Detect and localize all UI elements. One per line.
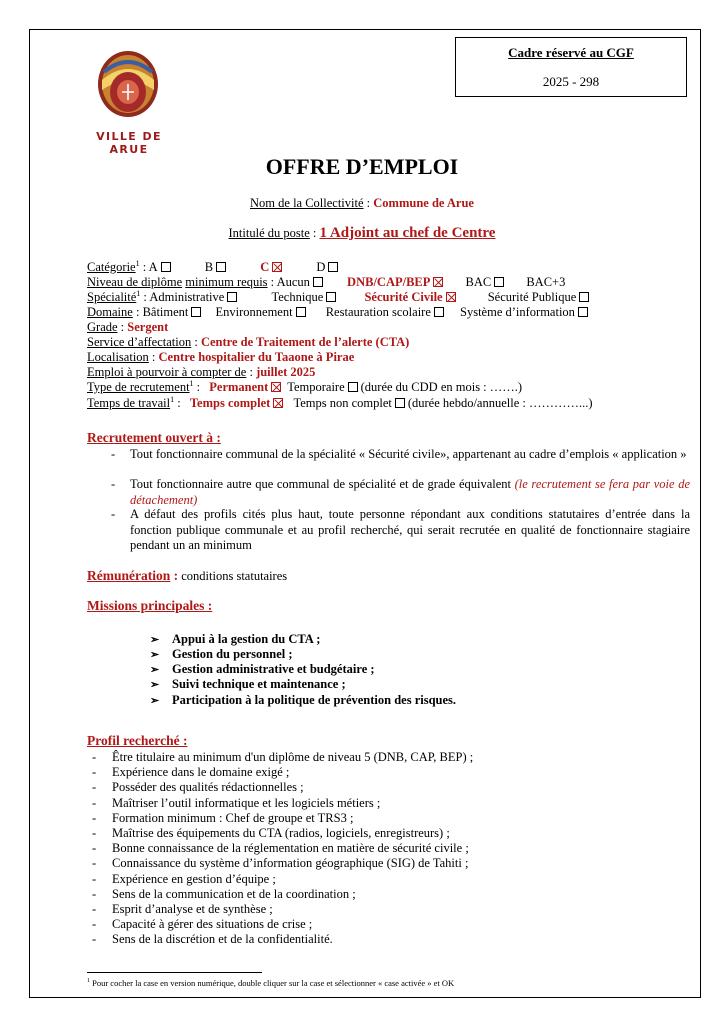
poste-line: Intitulé du poste : 1 Adjoint au chef de Centre <box>228 225 496 241</box>
recrutement-item-2-extra: (le recrutement se fera par voie de détachement) <box>130 477 690 507</box>
service-value: Centre de Traitement de l’alerte (CTA) <box>200 335 410 349</box>
localisation-line: Localisation : Centre hospitalier du Taaone à Pirae <box>87 350 355 364</box>
specialite-secu-civile-checkbox[interactable] <box>446 292 456 302</box>
localisation-label: Localisation <box>87 350 149 364</box>
temps-complet-checkbox[interactable] <box>273 398 283 408</box>
footnote-ref: 1 <box>136 289 141 298</box>
recrutement-ouvert-title: Recrutement ouvert à : <box>87 430 221 445</box>
mission-item-text: Suivi technique et maintenance ; <box>172 677 346 691</box>
diplome-bac3-label: BAC+3 <box>526 275 566 289</box>
missions-title: Missions principales : <box>87 598 213 613</box>
categorie-c-label: C <box>260 260 270 274</box>
specialite-secu-publique-label: Sécurité Publique <box>487 290 577 304</box>
profil-item: - Maîtrise des équipements du CTA (radios, logiciels, enregistreurs) ; <box>92 826 450 840</box>
temps-label: Temps de travail <box>87 396 171 410</box>
footnote-ref: 1 <box>170 395 175 404</box>
mission-item <box>150 647 293 662</box>
remuneration-value: conditions statutaires <box>181 569 288 583</box>
specialite-secu-publique-checkbox[interactable] <box>579 292 589 302</box>
profil-item: - Être titulaire au minimum d'un diplôme de niveau 5 (DNB, CAP, BEP) ; <box>92 750 474 764</box>
profil-item-text: Sens de la communication et de la coordination ; <box>112 886 356 901</box>
temps-complet-label: Temps complet <box>189 396 271 410</box>
profil-item: - Bonne connaissance de la réglementation en matière de sécurité civile ; <box>92 841 469 856</box>
emploi-line: Emploi à pourvoir à compter de : juillet 2025 <box>87 365 316 379</box>
footnote-text: Pour cocher la case en version numérique, double cliquer sur la case et sélectionner « case activée » et OK <box>92 978 455 988</box>
domaine-batiment-label: Bâtiment <box>142 305 189 319</box>
mission-item-text: Gestion du personnel ; <box>172 647 293 661</box>
specialite-admin-label: Administrative <box>149 290 225 304</box>
profil-item: - Sens de la communication et de la coordination ; <box>92 886 356 901</box>
diplome-aucun-label: Aucun <box>276 275 310 289</box>
ville-de-arue-logo <box>96 50 160 118</box>
mission-item-text: Participation à la politique de prévention des risques. <box>172 693 457 707</box>
profil-item-text: Capacité à gérer des situations de crise ; <box>112 917 313 932</box>
logo-text: VILLE DE ARUE <box>96 130 162 156</box>
poste-value: 1 Adjoint au chef de Centre <box>319 225 496 241</box>
profil-item-text: Expérience en gestion d’équipe ; <box>112 871 276 886</box>
categorie-a-label: A <box>148 260 158 274</box>
profil-item-text: Maîtriser l’outil informatique et les logiciels métiers ; <box>112 795 381 810</box>
categorie-a-checkbox[interactable] <box>161 262 171 272</box>
domaine-resto-label: Restauration scolaire <box>325 305 431 319</box>
categorie-line: Catégorie$^1$ : A B C D <box>87 260 341 275</box>
emploi-value: juillet 2025 <box>256 365 316 379</box>
recrutement-label: Type de recrutement <box>87 380 190 394</box>
mission-item <box>150 662 375 677</box>
profil-item: - Esprit d’analyse et de synthèse ; <box>92 902 273 916</box>
profil-item: - Posséder des qualités rédactionnelles ; <box>92 780 304 795</box>
arrow-bullet-icon: ➢ <box>150 634 160 646</box>
mission-item <box>150 693 456 708</box>
recrutement-item-2: - Tout fonctionnaire autre que communal de spécialité et de grade équivalent (le recrutement se fera par voie de détachement) <box>111 477 690 507</box>
mission-item-text: Appui à la gestion du CTA ; <box>172 632 321 646</box>
profil-item: - Sens de la discrétion et de la confidentialité. <box>92 932 333 947</box>
specialite-tech-checkbox[interactable] <box>326 292 336 302</box>
collectivite-value: Commune de Arue <box>373 196 474 210</box>
arrow-bullet-icon: ➢ <box>150 679 160 691</box>
grade-line: Grade : Sergent <box>87 320 169 334</box>
cgf-box <box>455 37 687 97</box>
mission-item-text: Gestion administrative et budgétaire ; <box>172 662 375 676</box>
profil-item-text: Expérience dans le domaine exigé ; <box>112 765 290 780</box>
remuneration-title: Rémunération <box>87 568 171 583</box>
footnote-ref: 1 <box>189 379 194 388</box>
grade-label: Grade <box>87 320 118 334</box>
cgf-number: 2025 - 298 <box>542 74 600 89</box>
domaine-batiment-checkbox[interactable] <box>191 307 201 317</box>
remuneration-line: Rémunération : conditions statutaires <box>87 568 288 583</box>
profil-item-text: Maîtrise des équipements du CTA (radios, logiciels, enregistreurs) ; <box>112 826 450 840</box>
emploi-label: Emploi à pourvoir à compter de <box>87 365 247 379</box>
service-label: Service d’affectation <box>87 335 192 349</box>
recrutement-item-3: - A défaut des profils cités plus haut, toute personne répondant aux conditions statutaires d’entrée dans la fonction publique communale et au profil recherché, qui serait recrutée en qualité de fonctionnaire stagiaire pendant un an minimum <box>111 507 690 552</box>
recrutement-temporaire-checkbox[interactable] <box>348 382 358 392</box>
recrutement-permanent-checkbox[interactable] <box>271 382 281 392</box>
service-line: Service d’affectation : Centre de Traitement de l’alerte (CTA) <box>87 335 410 349</box>
specialite-admin-checkbox[interactable] <box>227 292 237 302</box>
categorie-b-checkbox[interactable] <box>216 262 226 272</box>
recrutement-line: Type de recrutement$^1$ : Permanent Temporaire (durée du CDD en mois : …….) <box>87 379 523 394</box>
profil-item: - Connaissance du système d’information géographique (SIG) de Tahiti ; <box>92 856 469 871</box>
arrow-bullet-icon: ➢ <box>150 695 160 707</box>
recrutement-note: (durée du CDD en mois : …….) <box>360 380 523 394</box>
profil-item-text: Être titulaire au minimum d'un diplôme de niveau 5 (DNB, CAP, BEP) ; <box>112 750 474 764</box>
categorie-b-label: B <box>204 260 214 274</box>
domaine-env-label: Environnement <box>215 305 293 319</box>
recrutement-permanent-label: Permanent <box>209 380 269 394</box>
profil-item-text: Esprit d’analyse et de synthèse ; <box>112 902 273 916</box>
diplome-aucun-checkbox[interactable] <box>313 277 323 287</box>
specialite-line: Spécialité$^1$ : Administrative Technique Sécurité Civile Sécurité Publique <box>87 290 592 305</box>
profil-item-text: Connaissance du système d’information géographique (SIG) de Tahiti ; <box>112 856 469 871</box>
footnote-divider <box>87 972 262 973</box>
diplome-dnb-label: DNB/CAP/BEP <box>347 275 431 289</box>
diplome-bac-checkbox[interactable] <box>494 277 504 287</box>
categorie-d-checkbox[interactable] <box>328 262 338 272</box>
localisation-value: Centre hospitalier du Taaone à Pirae <box>158 350 355 364</box>
footnote <box>87 978 454 988</box>
recrutement-item-3-text: A défaut des profils cités plus haut, toute personne répondant aux conditions statutaires d’entrée dans la fonction publique communale et au profil recherché, qui serait recrutée en qualité de fonctionnaire stagiaire pendant un an minimum <box>130 507 690 552</box>
categorie-c-checkbox[interactable] <box>272 262 282 272</box>
grade-value: Sergent <box>127 320 169 334</box>
diplome-dnb-checkbox[interactable] <box>433 277 443 287</box>
specialite-secu-civile-label: Sécurité Civile <box>364 290 443 304</box>
footnote-num: 1 <box>87 978 90 984</box>
temps-line: Temps de travail$^1$ : Temps complet Temps non complet (durée hebdo/annuelle : …………...) <box>87 395 593 410</box>
collectivite-label: Nom de la Collectivité <box>250 196 364 210</box>
profil-item-text: Sens de la discrétion et de la confidentialité. <box>112 932 333 947</box>
diplome-bac-label: BAC <box>465 275 492 289</box>
recrutement-item-1: - Tout fonctionnaire communal de la spécialité « Sécurité civile», appartenant au cadre d’emplois « application » <box>111 447 687 461</box>
recrutement-item-1-text: Tout fonctionnaire communal de la spécialité « Sécurité civile», appartenant au cadre d’emplois « application » <box>130 447 687 461</box>
mission-item <box>150 632 320 647</box>
specialite-tech-label: Technique <box>271 290 324 304</box>
profil-item-text: Posséder des qualités rédactionnelles ; <box>112 780 304 795</box>
diplome-line: Niveau de diplôme minimum requis : Aucun DNB/CAP/BEP BAC BAC+3 <box>87 275 566 289</box>
profil-item: - Formation minimum : Chef de groupe et TRS3 ; <box>92 810 354 825</box>
profil-item: - Maîtriser l’outil informatique et les logiciels métiers ; <box>92 795 381 810</box>
collectivite-line: Nom de la Collectivité : Commune de Arue <box>250 196 474 210</box>
recrutement-item-2-text: Tout fonctionnaire autre que communal de spécialité et de grade équivalent <box>130 477 515 491</box>
domaine-resto-checkbox[interactable] <box>434 307 444 317</box>
temps-note: (durée hebdo/annuelle : …………...) <box>407 396 593 410</box>
cgf-title: Cadre réservé au CGF <box>508 45 634 60</box>
profil-title: Profil recherché : <box>87 733 188 748</box>
diplome-label: Niveau de diplôme <box>87 275 183 289</box>
poste-label: Intitulé du poste <box>228 226 310 240</box>
categorie-d-label: D <box>316 260 326 274</box>
categorie-label: Catégorie <box>87 260 136 274</box>
temps-non-complet-checkbox[interactable] <box>395 398 405 408</box>
recrutement-temporaire-label: Temporaire <box>287 380 345 394</box>
profil-item-text: Formation minimum : Chef de groupe et TRS3 ; <box>112 810 354 825</box>
diplome-label-min: minimum requis <box>185 275 268 289</box>
domaine-env-checkbox[interactable] <box>296 307 306 317</box>
profil-item: - Capacité à gérer des situations de crise ; <box>92 917 313 932</box>
arrow-bullet-icon: ➢ <box>150 664 160 676</box>
profil-item: - Expérience en gestion d’équipe ; <box>92 871 276 886</box>
temps-non-complet-label: Temps non complet <box>293 396 392 410</box>
domaine-si-checkbox[interactable] <box>578 307 588 317</box>
mission-item <box>150 677 346 692</box>
footnote-ref: 1 <box>135 259 140 268</box>
specialite-label: Spécialité <box>87 290 137 304</box>
domaine-si-label: Système d’information <box>460 305 575 319</box>
arrow-bullet-icon: ➢ <box>150 649 160 661</box>
domaine-label: Domaine <box>87 305 133 319</box>
profil-item-text: Bonne connaissance de la réglementation en matière de sécurité civile ; <box>112 841 469 856</box>
profil-item: - Expérience dans le domaine exigé ; <box>92 765 290 780</box>
domaine-line: Domaine : Bâtiment Environnement Restauration scolaire Système d’information <box>87 305 591 320</box>
page-title: OFFRE D’EMPLOI <box>265 154 459 179</box>
